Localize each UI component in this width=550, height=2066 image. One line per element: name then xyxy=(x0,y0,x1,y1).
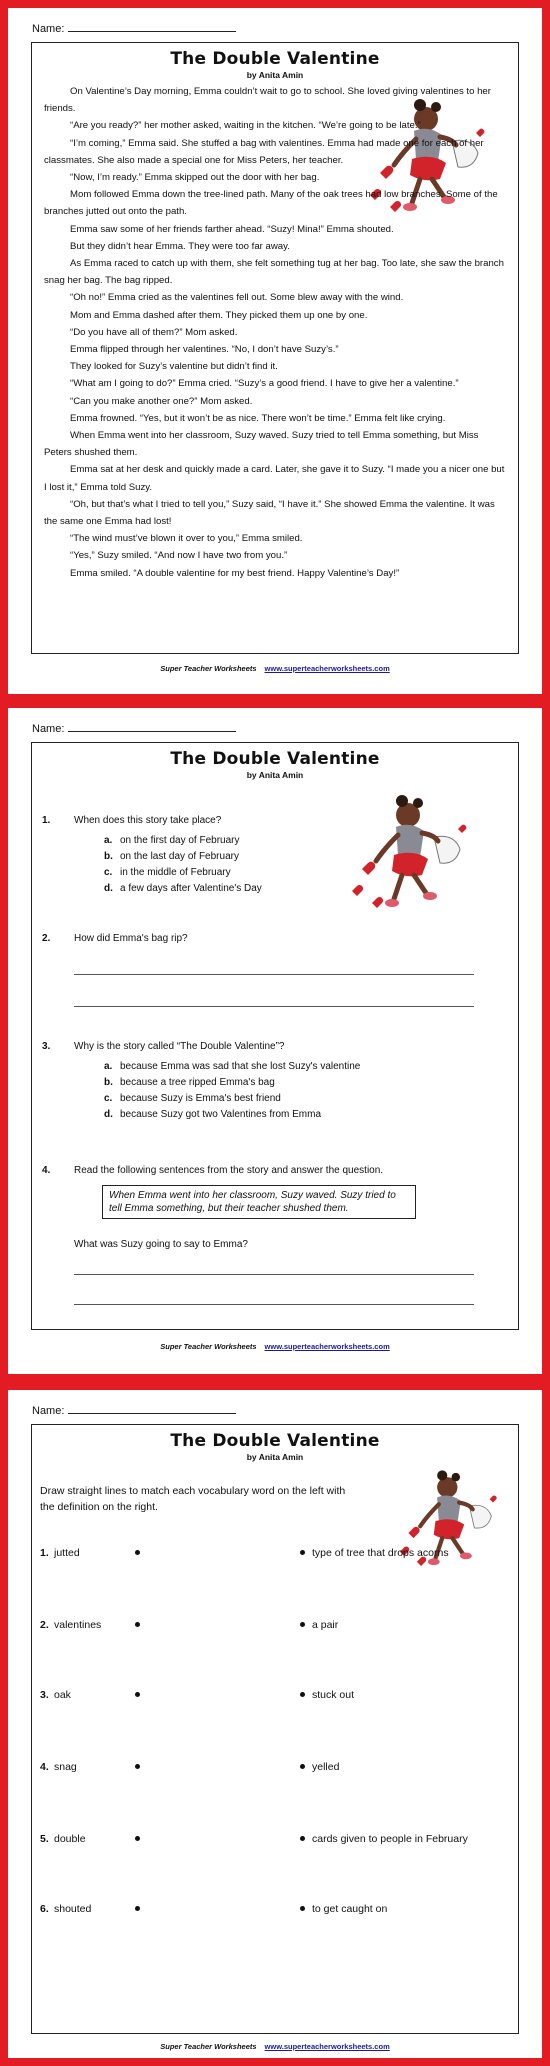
answer-line[interactable] xyxy=(74,1273,474,1275)
story-text xyxy=(44,83,506,582)
vocab-definition: type of tree that drops acorns xyxy=(312,1547,449,1559)
page-title: The Double Valentine xyxy=(170,749,380,769)
question-number: 2. xyxy=(42,933,51,944)
answer-line[interactable] xyxy=(74,1005,474,1007)
option-letter: a. xyxy=(104,1061,113,1072)
vocab-word: snag xyxy=(54,1761,77,1773)
option-letter: c. xyxy=(104,867,113,878)
vocab-word: oak xyxy=(54,1689,71,1701)
story-paragraph: Emma frowned. “Yes, but it won’t be as nice. There won’t be time.” Emma felt like crying. xyxy=(70,412,446,424)
story-paragraph: Emma smiled. “A double valentine for my best friend. Happy Valentine’s Day!” xyxy=(70,567,400,579)
definition-dot[interactable] xyxy=(300,1906,305,1911)
question-text: Why is the story called “The Double Valentine”? xyxy=(74,1041,285,1052)
story-paragraph: “Yes,” Suzy smiled. “And now I have two from you.” xyxy=(70,550,288,562)
vocab-definition: yelled xyxy=(312,1761,340,1773)
page-title: The Double Valentine xyxy=(170,1431,380,1451)
byline: by Anita Amin xyxy=(246,1452,304,1462)
definition-dot[interactable] xyxy=(300,1692,305,1697)
footer-link[interactable]: www.superteacherworksheets.com xyxy=(264,2042,390,2051)
girl-running-illustration-icon xyxy=(394,1467,504,1577)
option-text: a few days after Valentine's Day xyxy=(120,883,262,894)
story-paragraph: Emma flipped through her valentines. “No, I don’t have Suzy’s.” xyxy=(70,344,339,356)
footer xyxy=(8,664,542,673)
answer-option[interactable] xyxy=(104,867,262,883)
followup-question: What was Suzy going to say to Emma? xyxy=(74,1239,248,1250)
answer-option[interactable] xyxy=(104,835,262,851)
vocab-definition: a pair xyxy=(312,1619,339,1631)
vocab-word: double xyxy=(54,1833,86,1845)
question-number: 4. xyxy=(42,1165,51,1176)
story-paragraph: “Oh no!” Emma cried as the valentines fell out. Some blew away with the wind. xyxy=(70,292,404,304)
name-input-line[interactable] xyxy=(68,1404,236,1414)
vocab-number: 4. xyxy=(40,1761,49,1773)
byline: by Anita Amin xyxy=(246,770,304,780)
story-paragraph: When Emma went into her classroom, Suzy waved. Suzy tried to tell Emma something, but Miss Peters shushed them. xyxy=(44,430,479,459)
answer-option[interactable] xyxy=(104,1109,360,1125)
story-paragraph: “Are you ready?” her mother asked, waiting in the kitchen. “We’re going to be late.” xyxy=(70,120,421,132)
definition-dot[interactable] xyxy=(300,1836,305,1841)
definition-dot[interactable] xyxy=(300,1550,305,1555)
story-paragraph: They looked for Suzy’s valentine but didn’t find it. xyxy=(70,361,278,373)
word-dot[interactable] xyxy=(135,1692,140,1697)
footer-brand: Super Teacher Worksheets xyxy=(160,1342,257,1351)
page-title: The Double Valentine xyxy=(170,49,380,69)
option-text: on the first day of February xyxy=(120,835,240,846)
question-text: How did Emma's bag rip? xyxy=(74,933,188,944)
vocab-definition: cards given to people in February xyxy=(312,1833,468,1845)
name-input-line[interactable] xyxy=(68,722,236,732)
instructions: Draw straight lines to match each vocabulary word on the left with the definition on the right. xyxy=(40,1485,346,1513)
vocab-number: 5. xyxy=(40,1833,49,1845)
footer xyxy=(8,2042,542,2051)
story-box xyxy=(31,42,519,654)
story-paragraph: “What am I going to do?” Emma cried. “Suzy’s a good friend. I have to give her a valentine.” xyxy=(70,378,459,390)
byline: by Anita Amin xyxy=(246,70,304,80)
name-line xyxy=(32,722,236,735)
option-text: because a tree ripped Emma's bag xyxy=(120,1077,275,1088)
option-text: because Suzy got two Valentines from Emma xyxy=(120,1109,322,1120)
answer-line[interactable] xyxy=(74,973,474,975)
vocab-word: valentines xyxy=(54,1619,102,1631)
answer-option[interactable] xyxy=(104,883,262,899)
option-text: on the last day of February xyxy=(120,851,239,862)
story-paragraph: “The wind must’ve blown it over to you,” Emma smiled. xyxy=(70,533,303,545)
story-paragraph: On Valentine’s Day morning, Emma couldn’t wait to go to school. She loved giving valentines to her friends. xyxy=(44,86,491,115)
option-letter: b. xyxy=(104,851,113,862)
answer-option[interactable] xyxy=(104,851,262,867)
story-paragraph: Mom and Emma dashed after them. They picked them up one by one. xyxy=(70,309,368,321)
definition-dot[interactable] xyxy=(300,1622,305,1627)
option-letter: d. xyxy=(104,1109,113,1120)
option-letter: b. xyxy=(104,1077,113,1088)
word-dot[interactable] xyxy=(135,1764,140,1769)
name-input-line[interactable] xyxy=(68,22,236,32)
story-quote: When Emma went into her classroom, Suzy waved. Suzy tried to tell Emma something, but their teacher shushed them. xyxy=(102,1185,416,1219)
answer-option[interactable] xyxy=(104,1077,360,1093)
story-paragraph: But they didn’t hear Emma. They were too far away. xyxy=(70,240,290,252)
name-line xyxy=(32,1404,236,1417)
answer-options xyxy=(104,1061,360,1125)
vocab-word: shouted xyxy=(54,1903,92,1915)
question-number: 3. xyxy=(42,1041,51,1052)
name-label: Name: xyxy=(32,723,65,735)
vocab-number: 3. xyxy=(40,1689,49,1701)
option-text: in the middle of February xyxy=(120,867,231,878)
story-paragraph: “Can you make another one?” Mom asked. xyxy=(70,395,253,407)
questions-page xyxy=(8,708,542,1374)
word-dot[interactable] xyxy=(135,1836,140,1841)
question-number: 1. xyxy=(42,815,51,826)
option-text: because Suzy is Emma's best friend xyxy=(120,1093,281,1104)
option-letter: a. xyxy=(104,835,113,846)
vocab-number: 2. xyxy=(40,1619,49,1631)
vocab-number: 1. xyxy=(40,1547,49,1559)
story-page xyxy=(8,8,542,694)
vocabulary-page xyxy=(8,1390,542,2058)
story-paragraph: Emma sat at her desk and quickly made a card. Later, she gave it to Suzy. “I made you a nicer one but I lost it,” Emma told Suzy. xyxy=(44,464,505,493)
name-label: Name: xyxy=(32,1405,65,1417)
questions-box xyxy=(31,742,519,1330)
word-dot[interactable] xyxy=(135,1622,140,1627)
vocab-number: 6. xyxy=(40,1903,49,1915)
story-paragraph: “Do you have all of them?” Mom asked. xyxy=(70,326,238,338)
definition-dot[interactable] xyxy=(300,1764,305,1769)
footer-link[interactable]: www.superteacherworksheets.com xyxy=(264,1342,390,1351)
story-paragraph: “Now, I’m ready.” Emma skipped out the door with her bag. xyxy=(70,172,320,184)
question-text: Read the following sentences from the story and answer the question. xyxy=(74,1165,384,1176)
story-paragraph: “I’m coming,” Emma said. She stuffed a bag with valentines. Emma had made one for each of her classmates. She also made a special one for Miss Peters, her teacher. xyxy=(44,137,484,166)
option-letter: d. xyxy=(104,883,113,894)
vocabulary-box xyxy=(31,1424,519,2034)
footer-brand: Super Teacher Worksheets xyxy=(160,2042,257,2051)
story-paragraph: Emma saw some of her friends farther ahead. “Suzy! Mina!” Emma shouted. xyxy=(70,223,394,235)
option-letter: c. xyxy=(104,1093,113,1104)
footer xyxy=(8,1342,542,1351)
vocab-definition: to get caught on xyxy=(312,1903,388,1915)
story-paragraph: Mom followed Emma down the tree-lined path. Many of the oak trees had low branches. Some of the branches jutted out onto the path. xyxy=(44,189,498,218)
footer-brand: Super Teacher Worksheets xyxy=(160,664,257,673)
word-dot[interactable] xyxy=(135,1906,140,1911)
footer-link[interactable]: www.superteacherworksheets.com xyxy=(264,664,390,673)
word-dot[interactable] xyxy=(135,1550,140,1555)
option-text: because Emma was sad that she lost Suzy's valentine xyxy=(120,1061,361,1072)
answer-option[interactable] xyxy=(104,1093,360,1109)
answer-options xyxy=(104,835,262,899)
question-text: When does this story take place? xyxy=(74,815,222,826)
answer-option[interactable] xyxy=(104,1061,360,1077)
girl-running-illustration-icon xyxy=(350,791,470,921)
vocab-word: jutted xyxy=(54,1547,80,1559)
vocab-definition: stuck out xyxy=(312,1689,355,1701)
answer-line[interactable] xyxy=(74,1303,474,1305)
story-paragraph: “Oh, but that’s what I tried to tell you,” Suzy said, “I have it.” She showed Emma the valentine. It was the same one Emma had lost! xyxy=(44,498,495,528)
name-label: Name: xyxy=(32,23,65,35)
story-paragraph: As Emma raced to catch up with them, she felt something tug at her bag. Too late, she saw the branch snag her bag. The bag ripped. xyxy=(44,258,504,287)
name-line xyxy=(32,22,236,35)
